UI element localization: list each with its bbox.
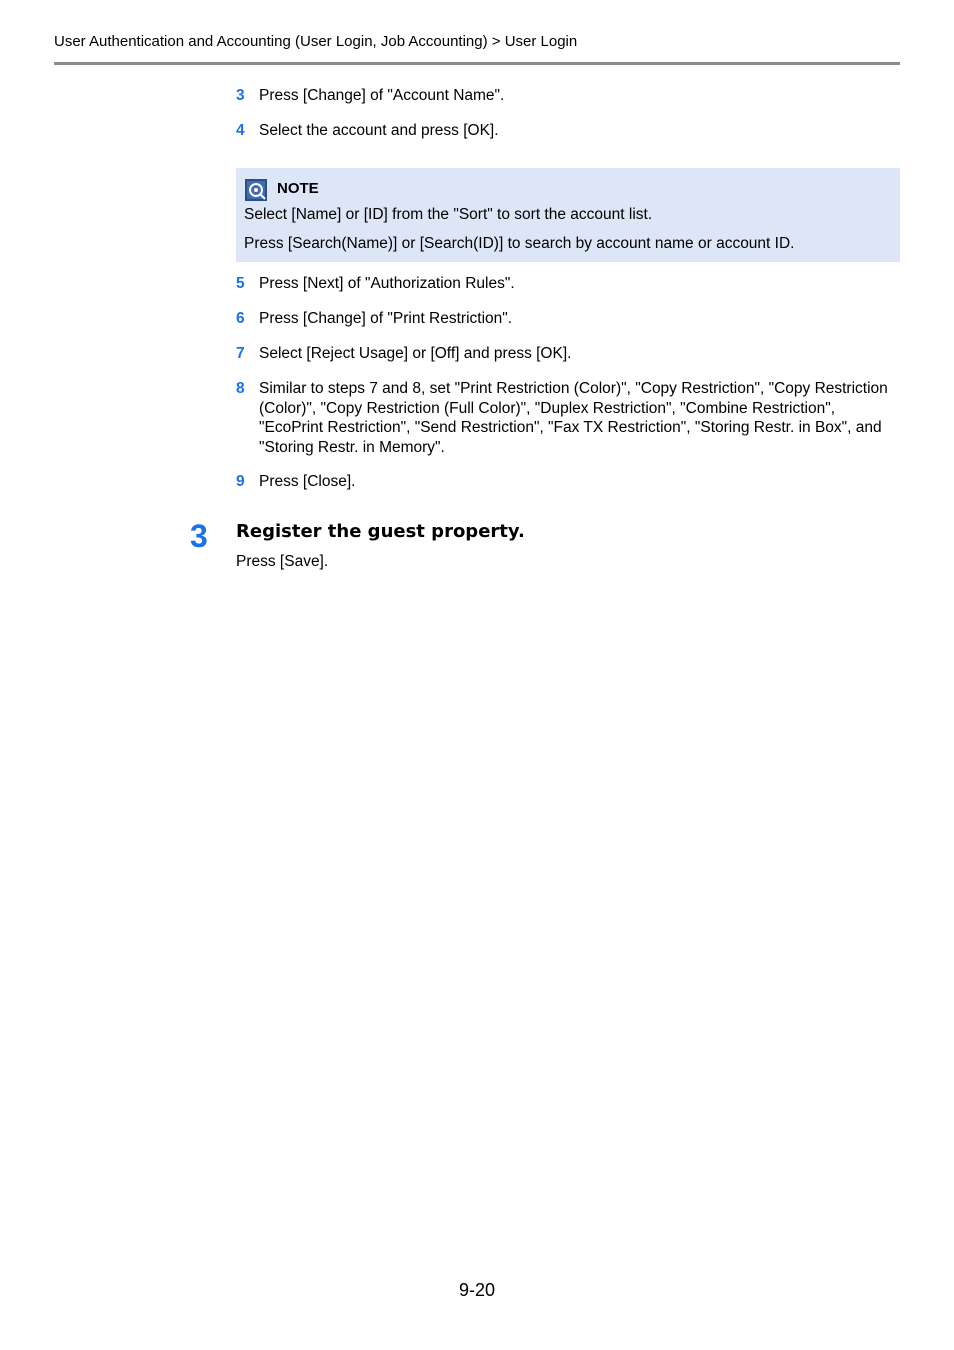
step-5 [236, 274, 900, 294]
step-number: 7 [236, 345, 245, 362]
step-text: Similar to steps 7 and 8, set "Print Restriction (Color)", "Copy Restriction", "Copy Restriction (Color)", "Copy Restriction (Full Color)", "Duplex Restriction", "Combine Restriction", "EcoPrint Restriction", "Send Restriction", "Fax TX Restriction", "Storing Restr. in Box", and "Storing Restr. in Memory". [259, 380, 888, 456]
step-9 [236, 472, 900, 492]
step-text: Select the account and press [OK]. [259, 122, 499, 139]
note-box [236, 168, 900, 262]
running-header: User Authentication and Accounting (User Login, Job Accounting) > User Login [54, 33, 578, 50]
step-7 [236, 344, 900, 364]
step-text: Press [Change] of "Account Name". [259, 87, 505, 104]
step-text: Press [Next] of "Authorization Rules". [259, 275, 515, 292]
step-4 [236, 121, 900, 141]
step-number: 8 [236, 380, 245, 397]
step-number: 3 [236, 87, 245, 104]
step-text: Press [Close]. [259, 473, 356, 490]
note-icon [245, 179, 267, 201]
main-step-title: Register the guest property. [236, 521, 525, 542]
step-number: 6 [236, 310, 245, 327]
header-divider [54, 62, 900, 65]
note-title: NOTE [277, 180, 319, 197]
step-text: Press [Change] of "Print Restriction". [259, 310, 513, 327]
step-3 [236, 86, 900, 106]
note-line: Press [Search(Name)] or [Search(ID)] to search by account name or account ID. [244, 235, 795, 252]
main-step-number: 3 [190, 518, 208, 554]
main-step-body: Press [Save]. [236, 553, 329, 570]
step-number: 4 [236, 122, 245, 139]
step-6 [236, 309, 900, 329]
step-number: 5 [236, 275, 245, 292]
note-line: Select [Name] or [ID] from the "Sort" to sort the account list. [244, 206, 653, 223]
step-8 [236, 379, 900, 457]
page-number: 9-20 [458, 1280, 496, 1300]
step-number: 9 [236, 473, 245, 490]
step-text: Select [Reject Usage] or [Off] and press [OK]. [259, 345, 572, 362]
